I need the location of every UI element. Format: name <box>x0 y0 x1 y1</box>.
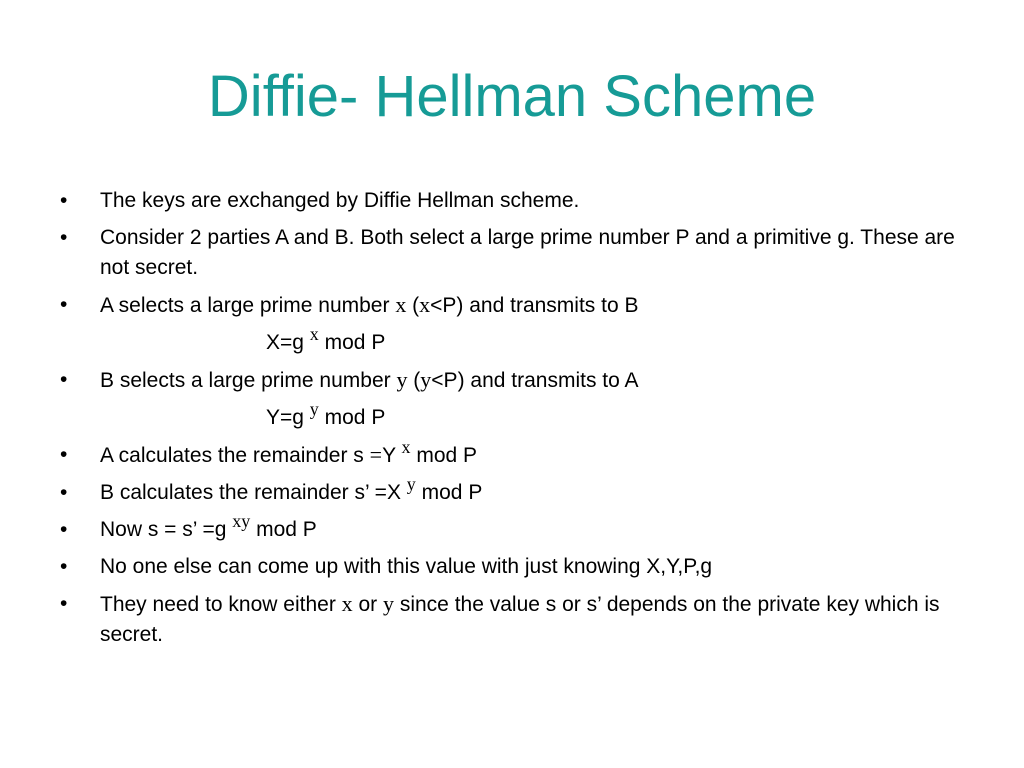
bullet-glyph: • <box>60 293 68 316</box>
text-run: or <box>352 593 383 616</box>
text-run: A calculates the remainder s <box>100 444 370 467</box>
bullet-item <box>58 365 958 403</box>
text-run: mod P <box>410 444 478 467</box>
text-run: A selects a large prime number <box>100 294 396 317</box>
math-symbol: x <box>419 292 431 317</box>
bullet-item <box>58 290 958 328</box>
text-run: ( <box>406 294 420 317</box>
text-run: B calculates the remainder s’ =X <box>100 481 407 504</box>
bullet-glyph: • <box>60 189 68 212</box>
exponent: y <box>309 399 319 419</box>
text-run: since the value s or s’ depends on the private key which is secret. <box>100 593 940 646</box>
bullet-list <box>58 186 958 657</box>
bullet-item <box>58 223 958 290</box>
math-symbol: x <box>395 292 407 317</box>
text-run: <P) and transmits to B <box>430 294 639 317</box>
formula-line <box>58 324 958 365</box>
text-run: mod P <box>250 518 317 541</box>
bullet-item <box>58 186 958 223</box>
bullet-item <box>58 552 958 589</box>
exponent: xy <box>232 511 251 531</box>
text-run: No one else can come up with this value with just knowing X,Y,P,g <box>100 555 713 578</box>
text-run: <P) and transmits to A <box>431 369 639 392</box>
math-symbol: y <box>420 367 432 392</box>
exponent: x <box>309 324 319 344</box>
text-run: Now s = s’ =g <box>100 518 233 541</box>
bullet-glyph: • <box>60 481 68 504</box>
formula-line <box>58 399 958 440</box>
text-run: mod P <box>415 481 483 504</box>
bullet-glyph: • <box>60 518 68 541</box>
bullet-item <box>58 511 958 552</box>
bullet-item <box>58 437 958 478</box>
bullet-glyph: • <box>60 592 68 615</box>
text-run: Y=g <box>266 406 310 429</box>
text-run: B selects a large prime number <box>100 369 397 392</box>
math-symbol: = <box>369 442 383 467</box>
bullet-item <box>58 589 958 657</box>
text-run: Y <box>382 444 402 467</box>
text-run: ( <box>407 369 421 392</box>
slide-title: Diffie- Hellman Scheme <box>207 64 817 129</box>
bullet-glyph: • <box>60 368 68 391</box>
text-run: mod P <box>318 406 386 429</box>
math-symbol: y <box>383 591 394 616</box>
text-run: X=g <box>266 331 310 354</box>
exponent: x <box>401 437 411 457</box>
math-symbol: y <box>396 367 408 392</box>
text-run: The keys are exchanged by Diffie Hellman scheme. <box>100 189 580 212</box>
bullet-glyph: • <box>60 555 68 578</box>
math-symbol: x <box>341 591 353 616</box>
bullet-item <box>58 474 958 515</box>
bullet-glyph: • <box>60 226 68 249</box>
exponent: y <box>406 474 416 494</box>
text-run: Consider 2 parties A and B. Both select a large prime number P and a primitive g. These are not secret. <box>100 226 955 279</box>
text-run: They need to know either <box>100 593 342 616</box>
bullet-glyph: • <box>60 443 68 466</box>
text-run: mod P <box>318 331 386 354</box>
